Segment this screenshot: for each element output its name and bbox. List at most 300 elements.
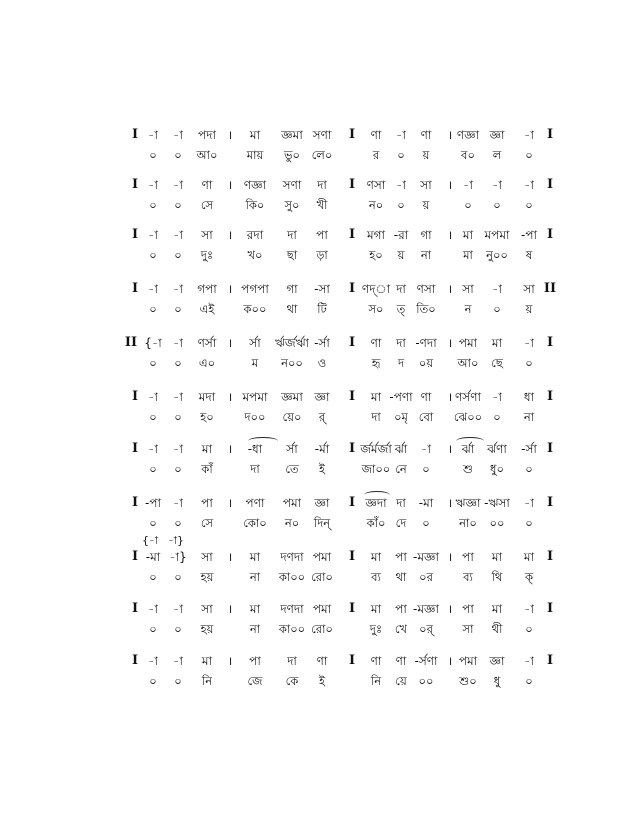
lyric-syllable: থা <box>395 570 407 584</box>
swara-note: -পণা <box>389 390 413 404</box>
lyric-syllable: কা০০ <box>278 622 306 636</box>
lyric-syllable: ০ <box>525 148 533 162</box>
swara-note: ণা <box>201 178 213 192</box>
repeat-note: -া} <box>167 534 185 547</box>
bar-line: I <box>546 335 554 350</box>
swara-note: -া <box>173 496 183 510</box>
lyric-line <box>0 246 638 264</box>
swara-note: ণর্সা <box>197 336 217 350</box>
beat-divider: । <box>227 282 233 296</box>
swara-note: র্ঝণা <box>487 442 507 456</box>
lyric-syllable: কা০০ <box>278 570 306 584</box>
meend-mark <box>364 491 390 499</box>
lyric-syllable: ০০ <box>418 674 434 688</box>
lyric-syllable: ব্য <box>371 570 381 584</box>
bar-line: I <box>131 601 139 616</box>
lyric-syllable: ল <box>492 148 502 162</box>
beat-divider: । <box>447 178 453 192</box>
lyric-syllable: র্ <box>318 410 326 424</box>
lyric-syllable: ০য় <box>418 356 434 370</box>
swara-note: ণজ্ঞা <box>456 128 480 142</box>
swara-note: মা <box>370 602 382 616</box>
beat-divider: । <box>227 442 233 456</box>
beat-divider: । <box>447 336 453 350</box>
swara-note: -া <box>173 128 183 142</box>
swara-note: জ্ঞমা <box>281 390 303 404</box>
lyric-syllable: ০ <box>149 462 157 476</box>
lyric-syllable: ০ <box>422 462 430 476</box>
lyric-line <box>0 354 638 372</box>
lyric-syllable: ক্ <box>524 570 534 584</box>
swara-note: দা <box>317 178 327 192</box>
swara-note: মা <box>201 442 213 456</box>
lyric-syllable: থি <box>491 570 503 584</box>
swara-note: ণা <box>395 654 407 668</box>
lyric-syllable: আ০ <box>457 356 479 370</box>
lyric-syllable: কো০ <box>243 516 267 530</box>
swara-note: দা <box>396 282 406 296</box>
beat-divider: । <box>447 654 453 668</box>
bar-line: I <box>348 549 356 564</box>
swara-note: -া <box>492 282 502 296</box>
lyric-syllable: ০০ <box>489 516 505 530</box>
beat-divider: । <box>447 390 453 404</box>
lyric-syllable: হ০ <box>200 410 214 424</box>
lyric-syllable: হয় <box>200 622 214 636</box>
lyric-syllable: শু০ <box>459 674 477 688</box>
bar-line: I <box>131 127 139 142</box>
notation-line <box>0 548 638 566</box>
bar-line: I <box>546 549 554 564</box>
lyric-syllable: বো <box>418 410 434 424</box>
beat-divider: । <box>227 654 233 668</box>
swara-note: -া <box>173 178 183 192</box>
lyric-syllable: য়ে০ <box>282 410 302 424</box>
lyric-syllable: ০ <box>149 248 157 262</box>
swara-note: -া <box>173 602 183 616</box>
lyric-syllable: না <box>249 570 261 584</box>
swara-note: জ্ঞা <box>314 390 330 404</box>
lyric-syllable: ০ <box>525 356 533 370</box>
lyric-syllable: ০ <box>525 462 533 476</box>
lyric-syllable: দা <box>250 462 260 476</box>
swara-note: দা <box>287 228 297 242</box>
swara-note: গা <box>420 228 432 242</box>
bar-line: I <box>546 389 554 404</box>
swara-note: {-া <box>144 336 162 350</box>
swara-note: -া <box>492 390 502 404</box>
bar-line: I <box>131 495 139 510</box>
lyric-syllable: এই <box>199 302 215 316</box>
lyric-syllable: নে <box>395 462 407 476</box>
lyric-syllable: ই <box>319 462 325 476</box>
lyric-syllable: ০র <box>419 570 433 584</box>
lyric-line <box>0 146 638 164</box>
bar-line: I <box>348 653 356 668</box>
swara-note: ণা <box>420 390 432 404</box>
swara-note: মপমা <box>484 228 510 242</box>
bar-line: I <box>546 127 554 142</box>
lyric-line <box>0 196 638 214</box>
bar-line: I <box>348 441 356 456</box>
lyric-syllable: ০ <box>149 516 157 530</box>
bar-line: II <box>543 281 557 296</box>
lyric-syllable: ড়া <box>316 248 328 262</box>
lyric-syllable: ০ <box>149 356 157 370</box>
swara-note: ণা <box>420 128 432 142</box>
swara-note: -ধা <box>247 442 263 456</box>
beat-divider: । <box>227 602 233 616</box>
lyric-syllable: ০ <box>149 570 157 584</box>
swara-note: মা <box>462 228 474 242</box>
lyric-syllable: ০ <box>174 148 182 162</box>
bar-line: I <box>131 389 139 404</box>
lyric-syllable: কে <box>285 674 299 688</box>
lyric-syllable: ভু০ <box>283 148 301 162</box>
swara-note: -া <box>173 228 183 242</box>
notation-line <box>0 494 638 512</box>
swara-note: -া <box>524 178 534 192</box>
swara-note: ধা <box>523 390 535 404</box>
lyric-syllable: ০ <box>464 198 472 212</box>
swara-note: মা <box>249 602 261 616</box>
swara-note: -া <box>173 390 183 404</box>
lyric-syllable: স০ <box>368 302 384 316</box>
swara-note: সা <box>201 550 213 564</box>
lyric-syllable: খে <box>394 622 408 636</box>
lyric-syllable: সু০ <box>284 198 300 212</box>
swara-note: -ণদা <box>415 336 437 350</box>
lyric-syllable: ০ <box>174 198 182 212</box>
swara-note: দা <box>396 496 406 510</box>
swara-note: -া <box>173 654 183 668</box>
swara-note: গপা <box>197 282 217 296</box>
lyric-syllable: য় <box>525 302 533 316</box>
swara-note: -া <box>524 602 534 616</box>
swara-note: -পা <box>145 496 161 510</box>
swara-note: পা <box>201 496 213 510</box>
lyric-line <box>0 460 638 478</box>
beat-divider: । <box>447 550 453 564</box>
swara-note: -া <box>148 654 158 668</box>
lyric-syllable: ছা <box>286 248 298 262</box>
swara-note: -র্সা <box>521 442 537 456</box>
lyric-syllable: ম <box>251 356 259 370</box>
bar-line: I <box>131 281 139 296</box>
bar-line: I <box>348 281 356 296</box>
swara-note: ণা <box>370 336 382 350</box>
lyric-syllable: ই <box>319 674 325 688</box>
lyric-syllable: ০ <box>149 674 157 688</box>
beat-divider: । <box>227 228 233 242</box>
lyric-syllable: খ০ <box>247 248 263 262</box>
lyric-syllable: দুঃ <box>200 248 214 262</box>
lyric-syllable: ছে <box>491 356 503 370</box>
swara-note: -া <box>492 178 502 192</box>
lyric-syllable: ষ <box>525 248 533 262</box>
swara-note: পমা <box>458 336 478 350</box>
swara-note: মা <box>201 654 213 668</box>
bar-line: I <box>348 335 356 350</box>
lyric-syllable: ০র্ <box>419 622 433 636</box>
lyric-syllable: নু০০ <box>486 248 508 262</box>
beat-divider: । <box>227 496 233 510</box>
lyric-syllable: সে <box>200 516 214 530</box>
lyric-syllable: র <box>372 148 380 162</box>
swara-note: র্সা <box>286 442 298 456</box>
lyric-syllable: জা০০ <box>361 462 391 476</box>
lyric-syllable: ০ <box>493 410 501 424</box>
swara-note: সা <box>420 178 432 192</box>
bar-line: I <box>131 549 139 564</box>
lyric-syllable: রো০ <box>311 622 333 636</box>
swara-note: ণর্সণা <box>455 390 481 404</box>
swara-note: -া <box>524 336 534 350</box>
lyric-syllable: ০ <box>493 198 501 212</box>
swara-note: মা <box>370 550 382 564</box>
swara-note: সা <box>462 282 474 296</box>
beat-divider: । <box>227 390 233 404</box>
swara-note: -া <box>524 496 534 510</box>
lyric-syllable: নি <box>201 674 213 688</box>
lyric-syllable: ০ <box>174 622 182 636</box>
swara-note: পমা <box>312 550 332 564</box>
lyric-line <box>0 568 638 586</box>
lyric-syllable: দ০০ <box>244 410 266 424</box>
lyric-line <box>0 300 638 318</box>
swara-note: র্ঝা <box>461 442 475 456</box>
swara-note: মা <box>491 602 503 616</box>
lyric-syllable: ০ <box>525 516 533 530</box>
lyric-syllable: ০ <box>149 148 157 162</box>
notation-line <box>0 226 638 244</box>
lyric-syllable: দা <box>371 410 381 424</box>
swara-note: পদা <box>198 128 216 142</box>
swara-note: -মজ্ঞা <box>413 550 439 564</box>
lyric-syllable: ন <box>464 302 472 316</box>
beat-divider: । <box>227 128 233 142</box>
swara-note: জ্ঞদা <box>365 496 387 510</box>
lyric-syllable: ০ <box>422 516 430 530</box>
swara-note: পা <box>462 550 474 564</box>
swara-note: মদা <box>198 390 216 404</box>
lyric-syllable: দে <box>395 516 407 530</box>
lyric-syllable: মায় <box>246 148 264 162</box>
swara-note: পা <box>462 602 474 616</box>
lyric-syllable: নি <box>370 674 382 688</box>
beat-divider: । <box>227 178 233 192</box>
lyric-syllable: কাঁ <box>201 462 213 476</box>
notation-line <box>0 280 638 298</box>
notation-line <box>0 388 638 406</box>
swara-note: -র্সা <box>314 336 330 350</box>
swara-note: রদা <box>246 228 264 242</box>
lyric-syllable: তি০ <box>416 302 436 316</box>
swara-note: -া <box>396 128 406 142</box>
lyric-syllable: কি০ <box>245 198 265 212</box>
lyric-syllable: সা <box>462 622 474 636</box>
swara-note: পণা <box>245 496 265 510</box>
lyric-syllable: ০ <box>149 622 157 636</box>
bar-line: I <box>348 495 356 510</box>
swara-note: মা <box>249 128 261 142</box>
swara-note: পমা <box>312 602 332 616</box>
swara-note: -মা <box>418 496 434 510</box>
lyric-syllable: ০ <box>149 198 157 212</box>
swara-note: -মজ্ঞা <box>413 602 439 616</box>
swara-note: জ্ঞমা <box>281 128 303 142</box>
lyric-line <box>0 514 638 532</box>
lyric-syllable: রো০ <box>311 570 333 584</box>
swara-note: -পা <box>521 228 537 242</box>
lyric-syllable: কাঁ০ <box>366 516 386 530</box>
lyric-syllable: ০ <box>174 410 182 424</box>
swara-note: পা <box>249 654 261 668</box>
swara-note: -া <box>396 178 406 192</box>
swara-note: সা <box>523 282 535 296</box>
lyric-line <box>0 672 638 690</box>
lyric-syllable: টি <box>317 302 327 316</box>
swara-note: মা <box>370 390 382 404</box>
lyric-syllable: ব০ <box>461 148 475 162</box>
repeat-note: {-া <box>141 534 159 547</box>
swara-note: -া <box>148 442 158 456</box>
swara-note: মা <box>249 550 261 564</box>
lyric-syllable: ০ <box>174 462 182 476</box>
bar-line: I <box>546 653 554 668</box>
lyric-syllable: ০ <box>174 356 182 370</box>
swara-note: পমা <box>282 496 302 510</box>
lyric-syllable: না <box>420 248 432 262</box>
lyric-syllable: লে০ <box>311 148 333 162</box>
swara-note: ণসা <box>416 282 436 296</box>
swara-note: দণদা <box>280 602 304 616</box>
lyric-syllable: থী <box>491 622 503 636</box>
swara-note: মা <box>491 336 503 350</box>
swara-note: -া <box>173 282 183 296</box>
swara-note: -া <box>148 282 158 296</box>
swara-note: -া} <box>169 550 187 564</box>
swara-note: ণদ্‌া <box>361 282 391 296</box>
meend-mark <box>248 437 278 445</box>
lyric-syllable: হৃ <box>371 356 381 370</box>
swara-note: পা <box>316 228 328 242</box>
lyric-syllable: না <box>249 622 261 636</box>
swara-note: ণজ্ঞা <box>243 178 267 192</box>
lyric-syllable: য় <box>422 198 430 212</box>
lyric-syllable: ন০ <box>284 516 300 530</box>
swara-note: ঋজ্ঞা <box>455 496 481 510</box>
lyric-syllable: ঝে০০ <box>453 410 483 424</box>
swara-note: -সা <box>314 282 330 296</box>
lyric-syllable: ০ <box>174 302 182 316</box>
lyric-syllable: য়ে <box>395 674 407 688</box>
lyric-syllable: মা <box>463 248 473 262</box>
swara-note: -া <box>524 128 534 142</box>
lyric-syllable: ক০০ <box>243 302 267 316</box>
swara-note: -র্মা <box>314 442 330 456</box>
lyric-syllable: য় <box>397 248 405 262</box>
bar-line: II <box>124 335 138 350</box>
lyric-syllable: শু <box>463 462 473 476</box>
lyric-syllable: ০ <box>174 516 182 530</box>
swara-note: জ্ঞা <box>314 496 330 510</box>
swara-note: -া <box>524 654 534 668</box>
bar-line: I <box>546 495 554 510</box>
swara-note: -া <box>421 442 431 456</box>
swara-note: -রা <box>393 228 409 242</box>
lyric-syllable: ০ <box>525 674 533 688</box>
meend-mark <box>456 437 484 445</box>
swara-note: ণা <box>370 654 382 668</box>
beat-divider: । <box>447 128 453 142</box>
swara-note: ণা <box>316 654 328 668</box>
swara-note: -া <box>148 178 158 192</box>
notation-line <box>0 126 638 144</box>
swara-note: র্সা <box>249 336 261 350</box>
swara-note: -া <box>463 178 473 192</box>
lyric-syllable: সে <box>200 198 214 212</box>
bar-line: I <box>546 441 554 456</box>
swara-note: -া <box>173 336 183 350</box>
lyric-line <box>0 408 638 426</box>
swara-note: -া <box>173 442 183 456</box>
bar-line: I <box>348 227 356 242</box>
lyric-syllable: ০ <box>493 302 501 316</box>
beat-divider: । <box>447 228 453 242</box>
lyric-syllable: হয় <box>200 570 214 584</box>
bar-line: I <box>131 177 139 192</box>
lyric-syllable: ০ <box>174 248 182 262</box>
swara-note: র্ঝা <box>394 442 408 456</box>
notation-line <box>0 440 638 458</box>
lyric-syllable: ০ <box>174 674 182 688</box>
lyric-syllable: তে <box>285 462 299 476</box>
lyric-syllable: হ০ <box>369 248 383 262</box>
bar-line: I <box>348 389 356 404</box>
lyric-syllable: দুঃ <box>369 622 383 636</box>
beat-divider: । <box>447 442 453 456</box>
swara-note: মা <box>491 550 503 564</box>
lyric-syllable: খী <box>316 198 328 212</box>
swara-note: সণা <box>282 178 302 192</box>
lyric-syllable: ন০০ <box>281 356 303 370</box>
beat-divider: । <box>227 550 233 564</box>
swara-note: র্ঋর্জর্ঋা <box>274 336 310 350</box>
lyric-syllable: ০মৃ <box>394 410 408 424</box>
swara-note: -র্সণা <box>414 654 438 668</box>
lyric-syllable: থা <box>286 302 298 316</box>
swara-note: ণা <box>370 128 382 142</box>
swara-note: -া <box>148 602 158 616</box>
swara-note: -া <box>148 390 158 404</box>
swara-note: সণা <box>312 128 332 142</box>
swara-note: মা <box>523 550 535 564</box>
beat-divider: । <box>447 282 453 296</box>
lyric-syllable: ০ <box>149 302 157 316</box>
swara-note: গা <box>286 282 298 296</box>
bar-line: I <box>348 177 356 192</box>
bar-line: I <box>131 653 139 668</box>
swara-note: মগা <box>366 228 386 242</box>
lyric-syllable: ধু০ <box>490 462 504 476</box>
lyric-syllable: আ০ <box>196 148 218 162</box>
swara-note: দণদা <box>280 550 304 564</box>
notation-line <box>0 652 638 670</box>
swara-note: দা <box>396 336 406 350</box>
bar-line: I <box>348 127 356 142</box>
swara-note: সা <box>201 602 213 616</box>
